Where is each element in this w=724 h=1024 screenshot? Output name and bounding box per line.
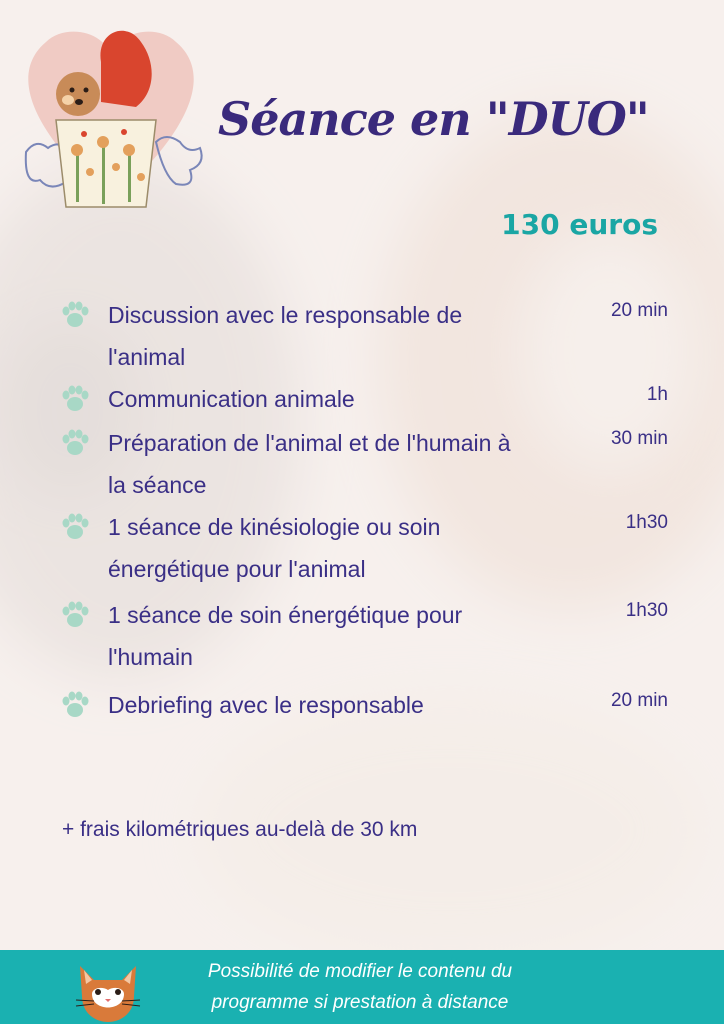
item-duration: 20 min (610, 690, 668, 711)
paw-icon (58, 688, 92, 722)
page-title: Séance en "DUO" (218, 92, 649, 146)
item-duration: 1h30 (625, 600, 668, 621)
paw-icon (58, 598, 92, 632)
item-duration: 20 min (610, 300, 668, 321)
item-label: 1 séance de kinésiologie ou soin énergétique pour l'animal (108, 514, 441, 582)
item-duration: 30 min (610, 428, 668, 449)
mileage-note: + frais kilométriques au-delà de 30 km (62, 818, 418, 841)
paw-icon (58, 382, 92, 416)
item-label: Communication animale (108, 386, 355, 412)
price-label: 130 euros (501, 208, 658, 241)
dog-cup-illustration (6, 22, 216, 212)
paw-icon (58, 426, 92, 460)
item-label: Debriefing avec le responsable (108, 692, 424, 718)
item-label: 1 séance de soin énergétique pour l'humain (108, 602, 463, 670)
footer-note: Possibilité de modifier le contenu du programme si prestation à distance (207, 961, 513, 1013)
item-duration: 1h (646, 384, 668, 405)
item-duration: 1h30 (625, 512, 668, 533)
item-label: Préparation de l'animal et de l'humain à la séance (108, 430, 511, 498)
paw-icon (58, 510, 92, 544)
paw-icon (58, 298, 92, 332)
cat-face-icon (68, 954, 148, 1024)
item-label: Discussion avec le responsable de l'animal (108, 302, 463, 370)
footer-banner (0, 950, 724, 1024)
